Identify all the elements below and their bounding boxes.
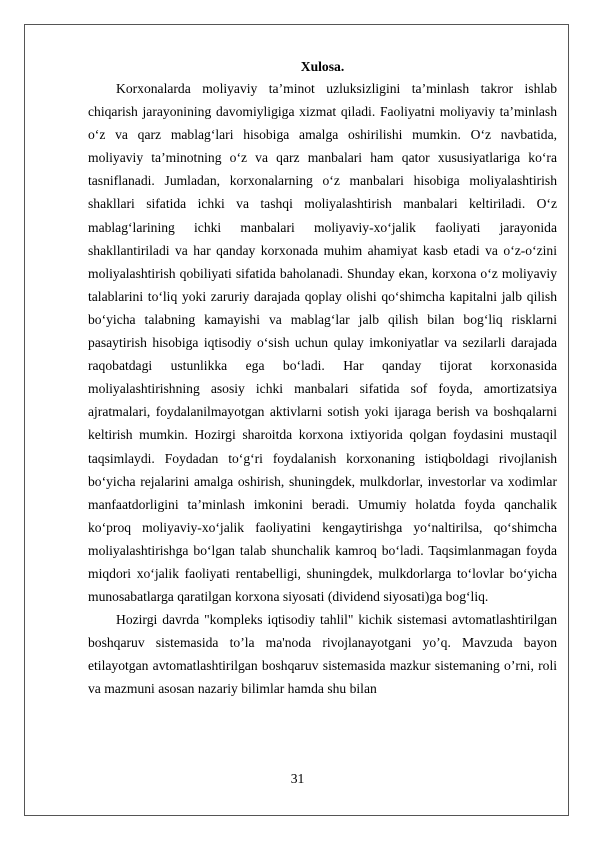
page-number: 31 [290, 771, 305, 786]
document-body [88, 56, 557, 701]
paragraph-1: Korxonalarda moliyaviy ta’minot uzluksizligini ta’minlash takror ishlab chiqarish jarayonining davomiyligiga xizmat qiladi. Faoliyatni moliyaviy ta’minlash o‘z va qarz mablag‘lari hisobiga amalga oshirilishi mumkin. O‘z navbatida, moliyaviy ta’minotning o‘z va qarz manbalari ham qator xususiyatlariga ko‘ra tasniflanadi. Jumladan, korxonalarning o‘z manbalari hisobiga moliyalashtirish shakllari sifatida ichki va tashqi moliyalashtirish manbalari keltiriladi. O‘z mablag‘larining ichki manbalari moliyaviy-xo‘jalik faoliyati jarayonida shakllantiriladi va har qanday korxonada muhim ahamiyat kasb etadi va o‘z-o‘zini moliyalashtirish qobiliyati sifatida baholanadi. Shunday ekan, korxona o‘z moliyaviy talablarini to‘liq yoki zaruriy darajada qoplay olishi qo‘shimcha kapitalni jalb qilish bo‘yicha talabning kamayishi va mablag‘lar jalb qilish bilan bog‘liq risklarni pasaytirish hisobiga iqtisodiy o‘sish uchun qulay imkoniyatlar va sezilarli darajada raqobatdagi ustunlikka ega bo‘ladi. Har qanday tijorat korxonasida moliyalashtirishning asosiy ichki manbalari sifatida sof foyda, amortizatsiya ajratmalari, foydalanilmayotgan aktivlarni sotish yoki ijaraga berish va boshqalarni keltirish mumkin. Hozirgi sharoitda korxona ixtiyorida qolgan foydasini mustaqil taqsimlaydi. Foydadan to‘g‘ri foydalanish korxonaning istiqboldagi rivojlanish bo‘yicha rejalarini amalga oshirish, shuningdek, mulkdorlar, investorlar va xodimlar manfaatdorligini ta’minlash imkonini beradi. Umumiy holatda foyda qanchalik ko‘proq moliyaviy-xo‘jalik faoliyatini kengaytirishga yo‘naltirilsa, qo‘shimcha moliyalashtirishga bo‘lgan talab shunchalik kamroq bo‘ladi. Taqsimlanmagan foyda miqdori xo‘jalik faoliyati rentabelligi, shuningdek, mulkdorlarga to‘lovlar bo‘yicha munosabatlarga qaratilgan korxona siyosati (dividend siyosati)ga bog‘liq. [88, 81, 557, 605]
section-title: Xulosa. [300, 59, 345, 74]
paragraph-2: Hozirgi davrda "kompleks iqtisodiy tahlil" kichik sistemasi avtomatlashtirilgan boshqaruv sistemasida to’la ma'noda rivojlanayotgani yo’q. Mavzuda bayon etilayotgan avtomatlashtirilgan boshqaruv sistemasida mazkur sistemaning o’rni, roli va mazmuni asosan nazariy bilimlar hamda shu bilan [88, 612, 557, 697]
